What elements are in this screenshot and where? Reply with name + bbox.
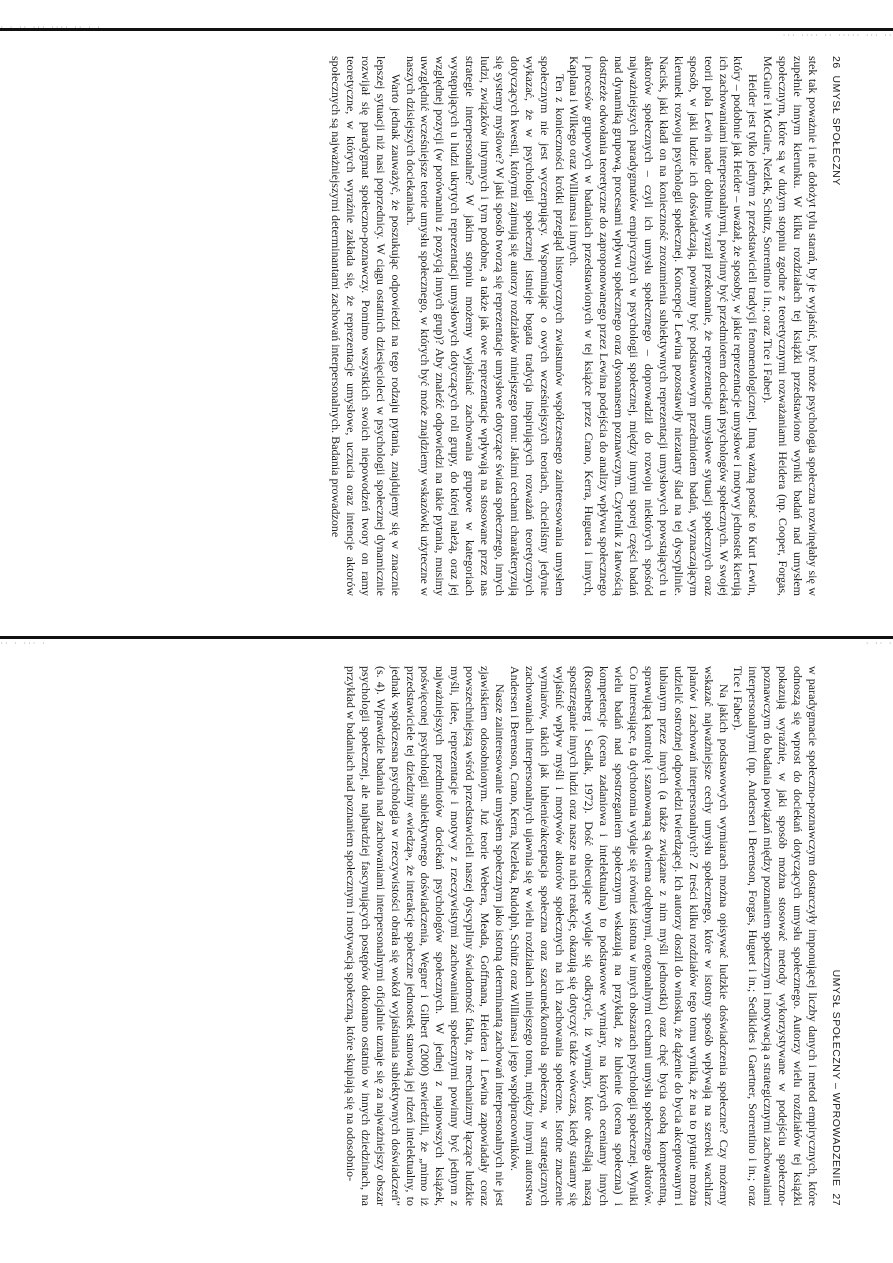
page-26 (22, 56, 842, 596)
running-head (820, 56, 842, 596)
text-column (328, 56, 820, 596)
paragraph: Warto jednak zauważyć, że poszukując odpowiedzi na tego rodzaju pytania, znajdujemy się w znacznie lepszej sytuacji niż nasi poprzednicy. W ciągu ostatnich dziesięcioleci w psychologii społecznej dynamicznie rozwijał się paradygmat społeczno-poznawczy. Pomimo wszystkich swoich niepowodzeń twory on ramy teoretyczne, w których wyraźnie zakłada się, że reprezentacje umysłowe, uczucia oraz intencje aktorów społecznych są najważniejszymi determinantami zachowań interpersonalnych. Badania prowadzone (329, 56, 403, 596)
paragraph: w paradygmacie społeczno-poznawczym dostarczyły imponującej liczby danych i metod empirycznych, które odnoszą się wprost do dociekań dotyczących umysłu społecznego. Autorzy wielu rozdziałów tej książki pokazują wyraźnie, w jaki sposób można stosować metody wykorzystywane w podejściu społeczno-poznawczym do badania powiązań między poznaniem społecznym i motywacją a strategicznymi zachowaniami interpersonalnymi (np. Andersen i Berenson, Forgas, Huguet i in.; Sedikides i Gaertner, Sorrentino i in.; oraz Tice i Faber). (731, 666, 820, 1206)
scan-artifact: · ·· · (865, 640, 893, 647)
scan-artifact: · · ·· ··· ···· ·· · · (0, 24, 102, 31)
page-number-right: UMYSŁ SPOŁECZNY – WPROWADZENIE 27 (830, 969, 842, 1206)
paragraph: stek tak poważnie i nie dołożyt tylu starań, by je wyjaśnić, być może psychologia społeczna rozwinęłaby się w zupełnie innym kierunku. W kilku rozdziałach tej książki przedstawiono wyniki badań nad umysłem społecznym, które są w dużym stopniu zgodne z teoretycznymi rozważaniami Heidera (np. Cooper, Forgas, McGuire i McGuire, Nezlek, Schütz, Sorrentino i in.; oraz Tice i Faber). (761, 56, 820, 596)
paragraph: Ten z konieczności krótki przegląd historycznych zwiastunów współczesnego zainteresowania umysłem społecznym nie jest wyczerpujący. Wspominając o owych wcześniejszych teoriach, chcieliśmy jedynie wykazać, że w psychologii społecznej istnieje bogata tradycja inspirujących rozważań teoretycznych dotyczących kwestii, którymi zajmują się autorzy rozdziałów niniejszego tomu: Jakimi cechami charakteryzują się systemy myślowe? W jaki sposób tworzą się reprezentacje umysłowe dotyczące świata społecznego, innych ludzi, związków intymnych i tym podobne, a także jak owe reprezentacje wpływają na stosowane przez nas strategie interpersonalne? W jakim stopniu możemy wyjaśniać zachowania grupowe w kategoriach występujących u ludzi ukrytych reprezentacji umysłowych dotyczących roli grupy, do której należą, oraz jej względnej pozycji (w porównaniu z pozycją innych grup)? Aby znaleźć odpowiedzi na takie pytania, musimy uwzględnić wcześniejsze teorie umysłu społecznego, w których być może znajdziemy wskazówki użyteczne w naszych dzisiejszych dociekaniach. (403, 56, 567, 596)
running-head (820, 666, 842, 1206)
paragraph: Nasze zainteresowanie umysłem społecznym jako istotną determinantą zachowań interpersonalnych nie jest zjawiskiem odosobnionym. Już teorie Webera, Meada, Goffmana, Heidera i Lewina zapowiadały coraz powszechniejszą wśród przedstawicieli naszej dyscypliny świadomość faktu, że mechanizmy łączące ludzkie myśli, idee, reprezentacje i motywy z rzeczywistymi zachowaniami społecznymi powinny być jednym z najważniejszych przedmiotów dociekań psychologów społecznych. W jednej z najnowszych książek, poświęconej psychologii subiektywnego doświadczenia, Wegner i Gilbert (2000) stwierdzili, że „mimo iż przedstawiciele tej dziedziny «wiedzą», że interakcje społeczne jednostek stanowią jej rdzeń intelektualny, to jednak współczesna psychologia w rzeczywistości obrała się wokół wyjaśniania subiektywnych doświadczeń” (s. 4). Wprawdzie badania nad zachowaniami interpersonalnymi oficjalnie uznaje się za najważniejszy obszar psychologii społecznej, ale najbardziej fascynujących postępów dokonano ostatnio w innych dziedzinach, na przykład w badaniach nad poznaniem społecznym i motywacją społeczną, które skupiają się na odosobnio- (343, 666, 507, 1206)
paragraph: Heider jest tylko jednym z przedstawicieli tradycji fenomenologicznej. Inną ważną postać to Kurt Lewin, który – podobnie jak Heider – uważał, że sposoby, w jakie reprezentacje umysłowe i motywy jednostek kierują ich zachowaniami interpersonalnymi, powinny być przedmiotem dociekań psychologów społecznych. W swojej teorii pola Lewin nader dobitnie wyraził przekonanie, że reprezentacje umysłowe sytuacji społecznych oraz sposób, w jaki ludzie ich doświadczają, powinny być podstawowym przedmiotem badań, wyznaczającym kierunek rozwoju psychologii społecznej. Koncepcje Lewina pozostawiły niezatarty ślad na tej dyscyplinie. Nacisk, jaki kładł on na konieczność zrozumienia subiektywnych reprezentacji umysłowych powstających u aktorów społecznych – czyli ich umysłu społecznego – doprowadził do rozwoju niektórych spośród najważniejszych paradygmatów empirycznych w psychologii społecznej, między innymi sporej części badań nad dynamiką grupową, procesami wpływu społecznego oraz dysonansem poznawczym. Czytelnik z łatwością dostrzeże odwołania teoretyczne do zaproponowanego przez Lewina podejścia do analizy wpływu społecznego i procesów grupowych w badaniach przedstawionych w tej książce przez Crano, Kerra, Hugueta i innych, Kaplana i Wilkego oraz Williamsa i innych. (567, 56, 761, 596)
paragraph: Na jakich podstawowych wymiarach można opisywać ludzkie doświadczenia społeczne? Czy możemy wskazać najważniejsze cechy umysłu społecznego, które w istotny sposób wpływają na szeroki wachlarz planów i zachowań interpersonalnych? Z treści kilku rozdziałów tego tomu wynika, że na to pytanie można udzielić ostrożnej odpowiedzi twierdzącej. Ich autorzy doszli do wniosku, że dążenie do bycia akceptowanym i lubianym przez innych (a także związane z nim myśli jednostki) oraz chęć bycia osobą kompetentną, sprawującą kontrolę i szanowaną są dwiema odrębnymi, ortogonalnymi cechami umysłu społecznego aktorów. Co interesujące, ta dychotomia wydaje się również istotna w innych obszarach psychologii społecznej. Wyniki wielu badań nad spostrzeganiem społecznym wskazują na przykład, że lubienie (ocena społeczna) i kompetencje (ocena zadaniowa i intelektualna) to podstawowe wymiary, na których oceniamy innych (Rosenberg i Sedlak, 1972). Dość obiecujące wydaje się odkrycie, iż wymiary, które określają naszą spostrzeganie innych ludzi oraz nasze na nich reakcje, okazują się dotyczyć także wówczas, kiedy staramy się wyjaśnić wpływ myśli i motywów aktorów społecznych na ich zachowania społeczne. Istotne znaczenie wymiarów, takich jak lubienie/akceptacja społeczna oraz szacunek/kontrola społeczna, w strategicznych zachowaniach interpersonalnych ujawnia się w wielu rozdziałach niniejszego tomu, między innymi autorstwa Andersen i Berenson, Crano, Kerra, Nezleka, Rudolph, Schütz oraz Williamsa i jego współpracowników. (507, 666, 731, 1206)
page-divider (0, 636, 893, 639)
scan-artifact: ··· ···· ·· ····· ··· ·· (782, 32, 893, 39)
scan-top-border (0, 28, 893, 31)
scan-artifact: ·· · ··· · (0, 640, 47, 647)
text-column (343, 666, 820, 1206)
page-27 (22, 666, 842, 1206)
page-number-left: 26 UMYSŁ SPOŁECZNY (830, 56, 842, 186)
